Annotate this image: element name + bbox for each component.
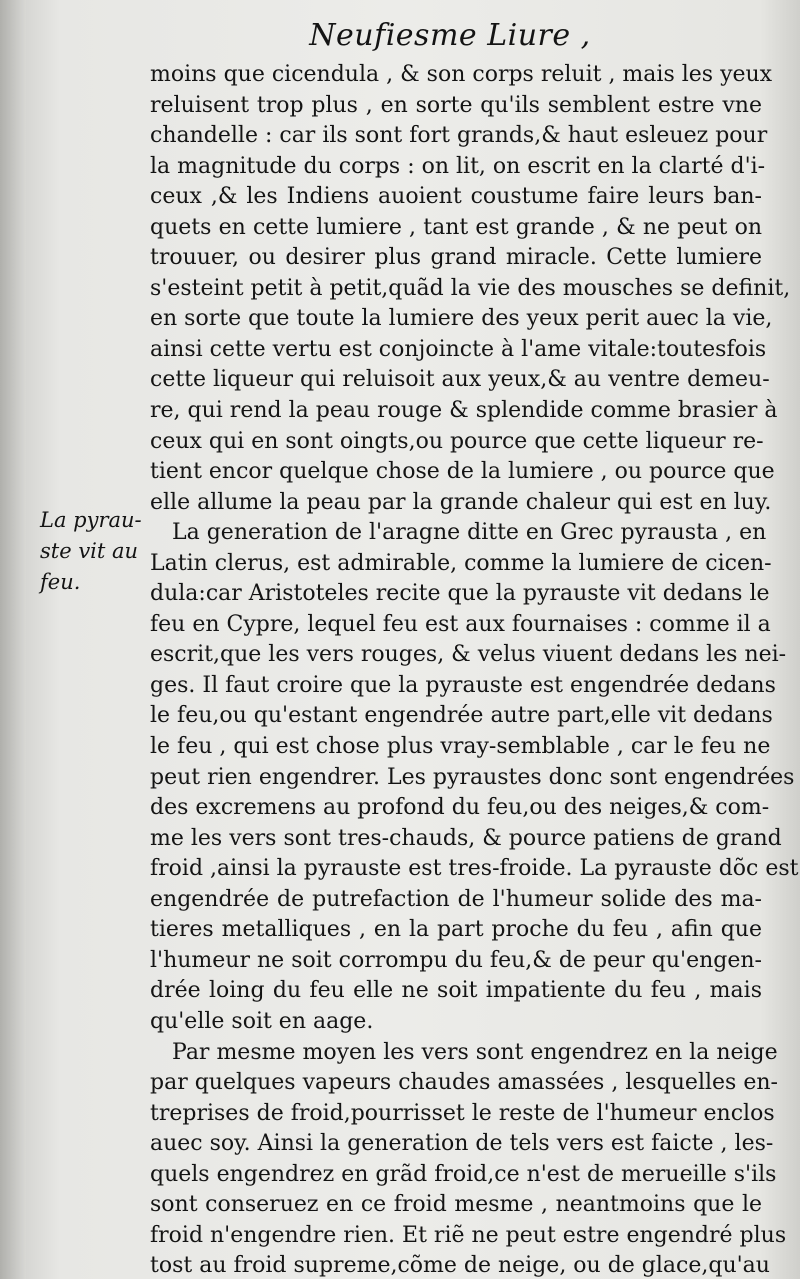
text-line: ainsi cette vertu est conjoincte à l'ame vitale:toutesfois [150, 336, 767, 362]
text-line: reluisent trop plus , en sorte qu'ils semblent estre vne [150, 92, 762, 118]
text-line: quets en cette lumiere , tant est grande , & ne peut on [150, 214, 762, 240]
text-line: s'esteint petit à petit,quãd la vie des mousches se definit, [150, 275, 791, 301]
margin-note [40, 505, 152, 598]
text-line: cette liqueur qui reluisoit aux yeux,& au ventre demeu- [150, 367, 770, 393]
text-line: des excremens au profond du feu,ou des neiges,& com- [150, 795, 770, 821]
text-line: qu'elle soit en aage. [150, 1008, 374, 1034]
text-line: quels engendrez en grãd froid,ce n'est de merueille s'ils [150, 1161, 777, 1187]
running-header-title: Neufiesme Liure , [309, 18, 591, 53]
body-text [150, 60, 799, 1279]
text-line: ceux ,& les Indiens auoient coustume faire leurs ban- [150, 184, 762, 210]
text-line: elle allume la peau par la grande chaleur qui est en luy. [150, 489, 772, 515]
text-line: La generation de l'aragne ditte en Grec pyrausta , en [172, 520, 767, 546]
text-line: tieres metalliques , en la part proche du feu , afin que [150, 917, 762, 943]
text-line: me les vers sont tres-chauds, & pource patiens de grand [150, 825, 782, 851]
text-line: auec soy. Ainsi la generation de tels vers est faicte , les- [150, 1131, 774, 1157]
text-line: dula:car Aristoteles recite que la pyrauste vit dedans le [150, 581, 770, 607]
text-line: tient encor quelque chose de la lumiere , ou pource que [150, 459, 775, 485]
text-line: trouuer, ou desirer plus grand miracle. Cette lumiere [150, 245, 762, 271]
text-line: escrit,que les vers rouges, & velus viuent dedans les nei- [150, 642, 787, 668]
text-line: moins que cicendula , & son corps reluit , mais les yeux [150, 62, 773, 87]
text-line: engendrée de putrefaction de l'humeur solide des ma- [150, 886, 762, 912]
text-line: l'humeur ne soit corrompu du feu,& de peur qu'engen- [150, 947, 762, 973]
text-line: froid n'engendre rien. Et riẽ ne peut estre engendré plus [150, 1222, 787, 1248]
text-line: re, qui rend la peau rouge & splendide comme brasier à [150, 398, 778, 424]
text-line: le feu,ou qu'estant engendrée autre part,elle vit dedans [150, 703, 773, 729]
text-line: feu en Cypre, lequel feu est aux fournaises : comme il a [150, 611, 771, 637]
text-line: la magnitude du corps : on lit, on escrit en la clarté d'i- [150, 153, 766, 179]
text-line: treprises de froid,pourrisset le reste de l'humeur enclos [150, 1100, 775, 1126]
text-line: le feu , qui est chose plus vray-semblable , car le feu ne [150, 734, 771, 760]
text-line: en sorte que toute la lumiere des yeux perit auec la vie, [150, 306, 773, 332]
text-line: Par mesme moyen les vers sont engendrez en la neige [172, 1039, 778, 1065]
text-line: chandelle : car ils sont fort grands,& haut esleuez pour [150, 123, 768, 149]
margin-note-line: ste vit au [40, 539, 139, 563]
text-line: ceux qui en sont oingts,ou pource que cette liqueur re- [150, 428, 764, 454]
text-line: sont conseruez en ce froid mesme , neantmoins que le [150, 1192, 762, 1218]
text-line: par quelques vapeurs chaudes amassées , lesquelles en- [150, 1070, 778, 1096]
margin-note-line: La pyrau- [40, 508, 142, 532]
text-line: peut rien engendrer. Les pyraustes donc sont engendrées [150, 764, 795, 790]
text-line: froid ,ainsi la pyrauste est tres-froide. La pyrauste dõc est [150, 856, 799, 882]
text-line: ges. Il faut croire que la pyrauste est engendrée dedans [150, 672, 776, 698]
page-gutter-shadow [0, 0, 26, 1279]
text-line: Latin clerus, est admirable, comme la lumiere de cicen- [150, 550, 772, 576]
running-header [0, 18, 800, 53]
margin-note-line: feu. [40, 570, 81, 594]
text-line: tost au froid supreme,cõme de neige, ou de glace,qu'au [150, 1253, 770, 1279]
text-line: drée loing du feu elle ne soit impatiente du feu , mais [150, 978, 762, 1004]
